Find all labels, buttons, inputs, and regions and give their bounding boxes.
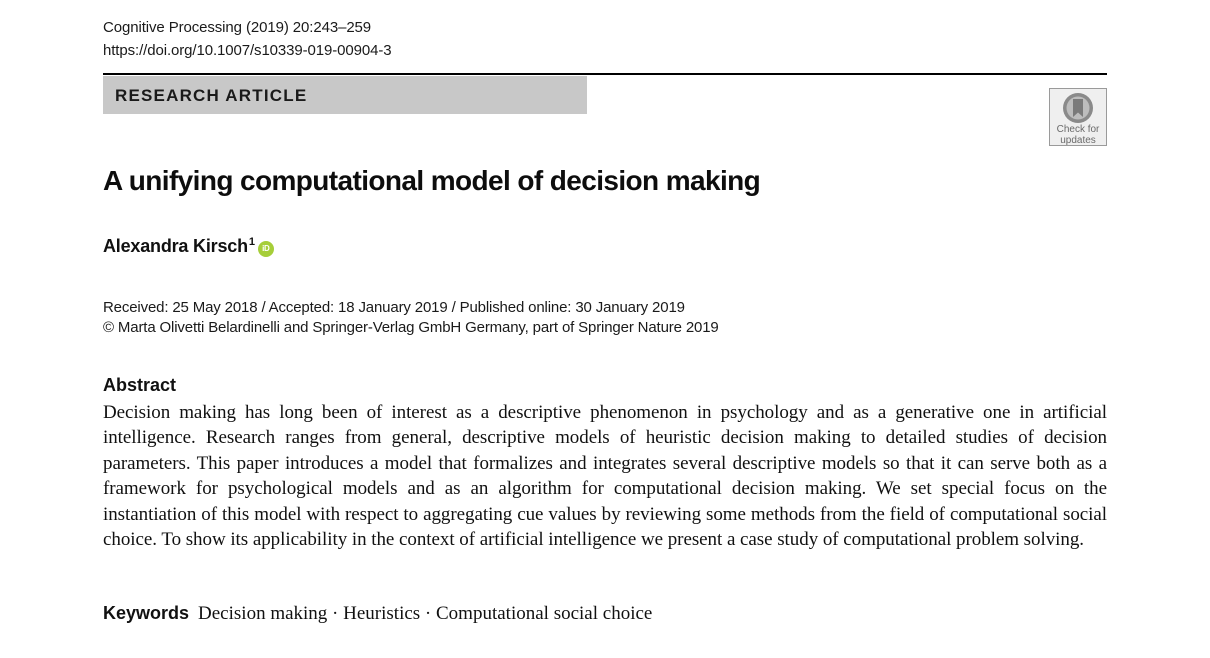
doi-link[interactable]: https://doi.org/10.1007/s10339-019-00904-3 [103,42,392,59]
abstract-text: Decision making has long been of interest as a descriptive phenomenon in psychology and as a generative one in artificial intelligence. Research ranges from general, descriptive models of heuristic decision making to detailed studies of decision parameters. This paper introduces a model that formalizes and integrates several descriptive models so that it can serve both as a framework for psychological models and as an algorithm for computational decision making. We set special focus on the instantiation of this model with respect to aggregating cue values by reviewing some methods from the field of computational social choice. To show its applicability in the context of artificial intelligence we present a case study of computational problem solving. [103,402,1107,551]
orcid-icon[interactable]: iD [258,241,274,257]
article-type-band [103,76,587,114]
affiliation-mark[interactable]: 1 [248,236,255,248]
check-for-updates-icon [1062,92,1094,124]
check-for-updates-line2: updates [1060,135,1096,146]
author-name[interactable]: Alexandra Kirsch [103,236,248,256]
header-rule [103,73,1107,75]
publication-history [103,298,719,338]
abstract-heading: Abstract [103,375,177,395]
article-type-label: RESEARCH ARTICLE [115,86,308,105]
check-for-updates-line1: Check for [1056,124,1100,135]
dates-line: Received: 25 May 2018 / Accepted: 18 January 2019 / Published online: 30 January 2019 [103,299,685,316]
keywords-values: Decision making · Heuristics · Computational social choice [198,603,653,624]
article-title: A unifying computational model of decision making [103,165,761,196]
copyright-line: © Marta Olivetti Belardinelli and Springer-Verlag GmbH Germany, part of Springer Nature 2019 [103,319,719,336]
check-for-updates-badge[interactable] [1049,88,1107,146]
keywords-label: Keywords [103,603,190,623]
keywords-line [103,603,652,625]
author-line [103,236,274,257]
journal-reference: Cognitive Processing (2019) 20:243–259 [103,19,372,36]
